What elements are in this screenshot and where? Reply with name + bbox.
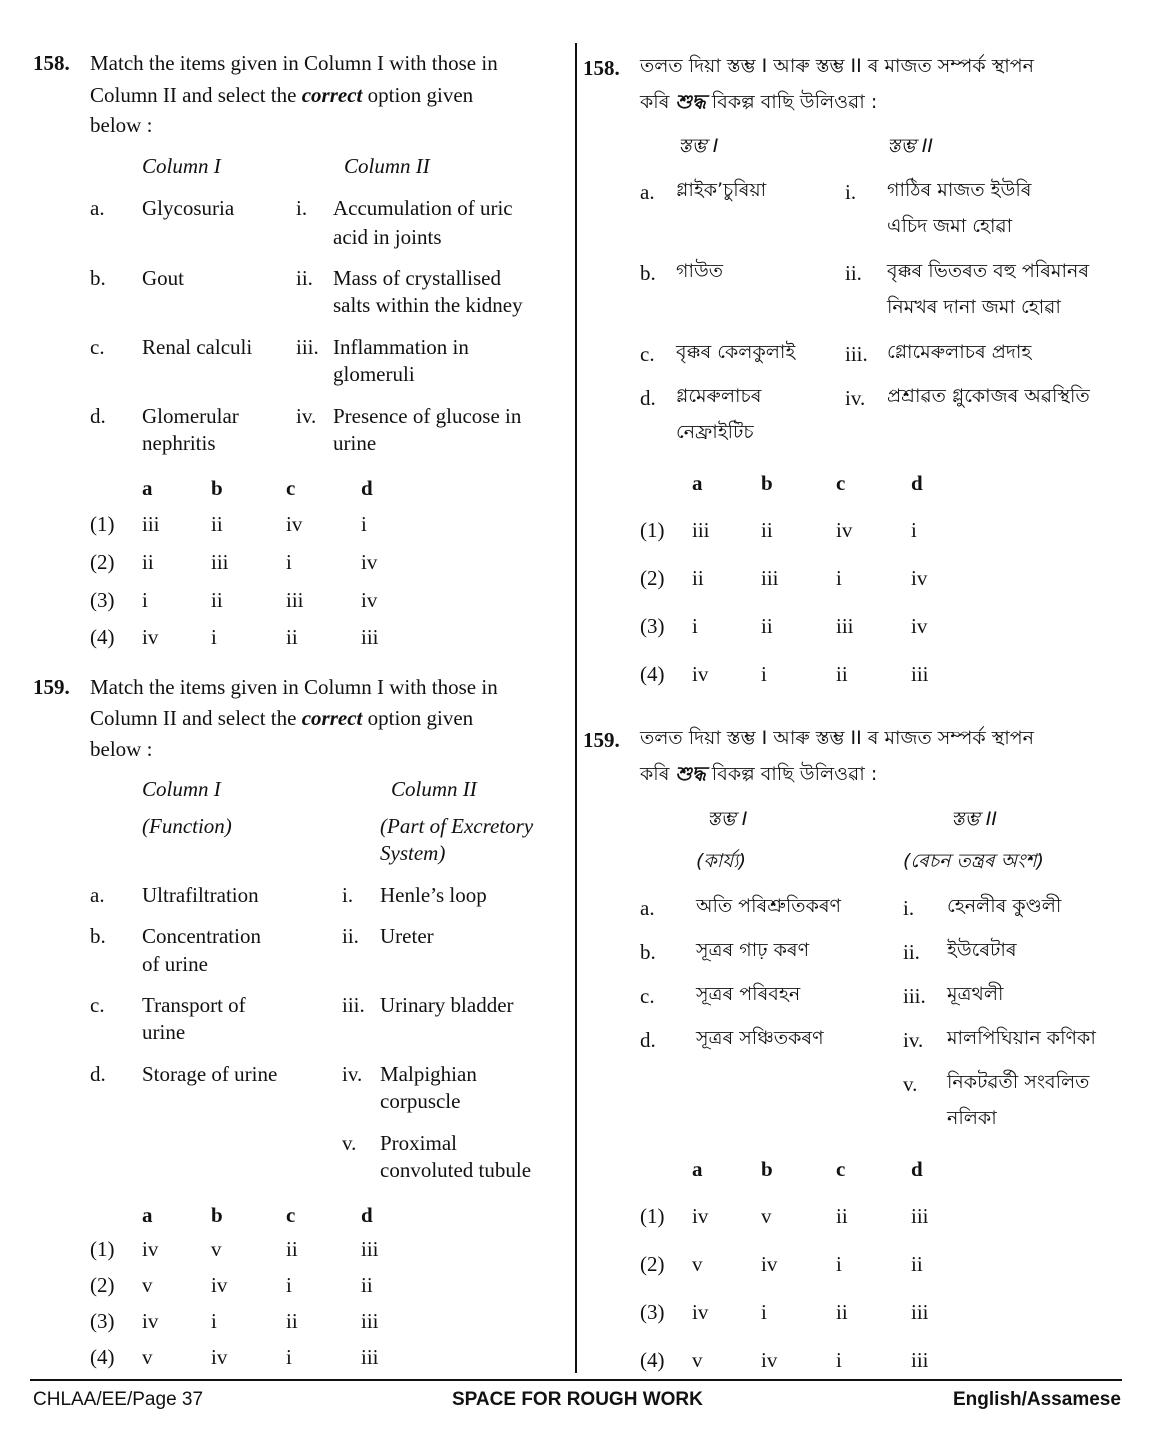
row-letter: d.: [640, 1028, 656, 1052]
column-1-item: গ্লাইক’চুৰিয়া: [676, 179, 767, 201]
option-value: ii: [836, 1204, 848, 1228]
column-2-item: নিকটৱৰ্তী সংবলিত: [947, 1071, 1090, 1093]
row-numeral: i.: [903, 896, 915, 920]
option-value: iv: [761, 1348, 778, 1372]
column-2-item: Malpighian: [380, 1062, 477, 1086]
footer-rule: [30, 1379, 1122, 1381]
option-header: d: [361, 1203, 373, 1227]
option-value: i: [286, 550, 292, 574]
row-letter: b.: [90, 266, 106, 290]
option-value: i: [361, 512, 367, 536]
question-stem-line: below :: [90, 113, 153, 137]
option-value: v: [692, 1252, 703, 1276]
option-header: c: [286, 476, 296, 500]
row-numeral: iv.: [342, 1062, 363, 1086]
option-value: iii: [361, 1237, 379, 1261]
option-value: v: [142, 1345, 153, 1369]
row-letter: b.: [640, 940, 656, 964]
column-1-item: Concentration: [142, 924, 261, 948]
option-value: iv: [911, 614, 928, 638]
column-2-item: acid in joints: [333, 225, 442, 249]
option-value: i: [761, 662, 767, 686]
column-2-item: Urinary bladder: [380, 993, 514, 1017]
column-1-item: বৃক্কৰ কেলকুলাই: [676, 341, 796, 363]
option-value: ii: [692, 566, 704, 590]
stem-text: Column II and select the: [90, 706, 302, 730]
column-2-subheader: (Part of Excretory: [380, 814, 534, 838]
column-1-header: Column I: [142, 777, 221, 801]
option-header: d: [361, 476, 373, 500]
row-numeral: iii.: [296, 335, 319, 359]
option-value: iv: [836, 518, 853, 542]
row-numeral: iii.: [903, 984, 926, 1008]
option-value: ii: [361, 1273, 373, 1297]
option-header: b: [761, 1157, 773, 1181]
option-value: iv: [761, 1252, 778, 1276]
option-header: a: [692, 1157, 703, 1181]
column-2-item: salts within the kidney: [333, 293, 523, 317]
option-value: iv: [692, 1300, 709, 1324]
column-1-item: Glycosuria: [142, 196, 235, 220]
column-1-item: নেফ্ৰাইটিচ: [676, 421, 754, 443]
option-value: ii: [286, 1237, 298, 1261]
column-1-item: সূত্ৰৰ সঞ্চিতকৰণ: [696, 1027, 824, 1049]
column-2-item: Proximal: [380, 1131, 457, 1155]
stem-text: বিকল্প বাছি উলিওৱা :: [705, 763, 878, 785]
row-numeral: v.: [903, 1072, 918, 1096]
question-stem-line: [90, 82, 473, 109]
column-2-item: glomeruli: [333, 362, 415, 386]
option-value: v: [142, 1273, 153, 1297]
option-value: iii: [761, 566, 779, 590]
column-1-item: গাউত: [676, 260, 724, 282]
column-divider: [575, 43, 577, 1373]
option-value: iii: [211, 550, 229, 574]
column-2-item: প্ৰশ্ৰাৱত গ্লুকোজৰ অৱস্থিতি: [887, 385, 1090, 407]
option-value: ii: [836, 1300, 848, 1324]
row-numeral: iii.: [342, 993, 365, 1017]
row-numeral: i.: [342, 883, 354, 907]
column-1-item: Transport of: [142, 993, 246, 1017]
option-value: iii: [361, 625, 379, 649]
option-value: v: [211, 1237, 222, 1261]
question-stem-line: below :: [90, 737, 153, 761]
row-letter: d.: [90, 1062, 106, 1086]
option-value: iv: [142, 1309, 159, 1333]
row-numeral: iii.: [845, 342, 868, 366]
option-value: i: [211, 625, 217, 649]
option-value: ii: [836, 662, 848, 686]
column-2-item: এচিদ জমা হোৱা: [887, 215, 1013, 237]
column-1-header: স্তম্ভ I: [678, 135, 719, 157]
option-value: iv: [911, 566, 928, 590]
row-numeral: ii.: [342, 924, 359, 948]
option-value: iv: [361, 588, 378, 612]
column-2-header: Column II: [344, 154, 430, 178]
option-value: iii: [911, 1348, 929, 1372]
question-stem-line: [90, 705, 473, 732]
question-number: 158.: [33, 51, 70, 75]
option-value: i: [286, 1345, 292, 1369]
stem-text: Column II and select the: [90, 83, 302, 107]
question-stem-line: তলত দিয়া স্তম্ভ I আৰু স্তম্ভ II ৰ মাজত সম্পৰ্ক স্থাপন: [640, 727, 1035, 749]
option-value: ii: [211, 512, 223, 536]
column-1-item: Glomerular: [142, 404, 239, 428]
option-value: ii: [286, 625, 298, 649]
option-label[interactable]: (2): [640, 566, 665, 590]
row-letter: d.: [640, 386, 656, 410]
option-value: i: [761, 1300, 767, 1324]
column-1-header: স্তম্ভ I: [707, 808, 748, 830]
column-2-item: মূত্ৰথলী: [947, 983, 1004, 1005]
option-header: c: [836, 471, 846, 495]
option-header: c: [286, 1203, 296, 1227]
option-label[interactable]: (2): [90, 1273, 115, 1297]
question-stem-line: [640, 756, 877, 793]
column-2-header: স্তম্ভ II: [951, 808, 997, 830]
row-numeral: ii.: [296, 266, 313, 290]
row-numeral: iv.: [845, 386, 866, 410]
option-value: iii: [836, 614, 854, 638]
row-letter: a.: [640, 180, 655, 204]
column-2-subheader: System): [380, 841, 446, 865]
stem-text: বিকল্প বাছি উলিওৱা :: [705, 91, 878, 113]
question-number: 158.: [583, 56, 620, 80]
footer-language-label: English/Assamese: [953, 1389, 1121, 1410]
option-header: a: [142, 1203, 153, 1227]
question-stem-line: [640, 84, 877, 121]
column-1-item: Storage of urine: [142, 1062, 278, 1086]
option-header: d: [911, 1157, 923, 1181]
row-letter: b.: [90, 924, 106, 948]
column-2-item: Henle’s loop: [380, 883, 487, 907]
row-numeral: v.: [342, 1131, 357, 1155]
question-stem-line: তলত দিয়া স্তম্ভ I আৰু স্তম্ভ II ৰ মাজত সম্পৰ্ক স্থাপন: [640, 55, 1035, 77]
option-value: v: [692, 1348, 703, 1372]
stem-emphasis: correct: [301, 83, 363, 107]
column-1-item: সূত্ৰৰ পৰিবহন: [696, 983, 801, 1005]
option-label[interactable]: (4): [90, 625, 115, 649]
option-label[interactable]: (2): [640, 1252, 665, 1276]
option-label[interactable]: (4): [90, 1345, 115, 1369]
question-number: 159.: [583, 728, 620, 752]
option-label[interactable]: (3): [640, 614, 665, 638]
column-2-item: নলিকা: [947, 1107, 997, 1129]
option-value: iv: [211, 1273, 228, 1297]
question-stem-line: Match the items given in Column I with those in: [90, 51, 498, 75]
question-number: 159.: [33, 675, 70, 699]
option-value: iv: [142, 1237, 159, 1261]
option-value: i: [836, 1348, 842, 1372]
option-value: i: [211, 1309, 217, 1333]
option-value: iii: [286, 588, 304, 612]
row-letter: c.: [90, 335, 105, 359]
option-label[interactable]: (1): [90, 1237, 115, 1261]
option-value: iv: [286, 512, 303, 536]
column-2-item: Inflammation in: [333, 335, 469, 359]
option-value: ii: [911, 1252, 923, 1276]
row-letter: c.: [640, 984, 655, 1008]
option-value: iii: [142, 512, 160, 536]
column-2-item: গাঠিৰ মাজত ইউৰি: [887, 179, 1032, 201]
row-numeral: ii.: [845, 261, 862, 285]
column-2-item: Presence of glucose in: [333, 404, 522, 428]
option-value: iii: [361, 1345, 379, 1369]
option-value: ii: [761, 614, 773, 638]
option-value: ii: [211, 588, 223, 612]
column-2-header: Column II: [391, 777, 477, 801]
option-value: v: [761, 1204, 772, 1228]
option-header: d: [911, 471, 923, 495]
stem-text: কৰি: [640, 763, 676, 785]
column-2-item: নিমখৰ দানা জমা হোৱা: [887, 296, 1061, 318]
column-2-header: স্তম্ভ II: [887, 135, 933, 157]
option-value: i: [692, 614, 698, 638]
row-numeral: i.: [296, 196, 308, 220]
row-letter: a.: [90, 196, 105, 220]
option-label[interactable]: (1): [640, 1204, 665, 1228]
stem-emphasis: correct: [301, 706, 363, 730]
option-label[interactable]: (3): [90, 588, 115, 612]
footer-rough-work-label: SPACE FOR ROUGH WORK: [452, 1389, 703, 1410]
column-2-item: Ureter: [380, 924, 434, 948]
option-header: a: [692, 471, 703, 495]
option-value: iii: [361, 1309, 379, 1333]
column-2-item: Accumulation of uric: [333, 196, 513, 220]
column-2-item: urine: [333, 431, 377, 455]
option-header: c: [836, 1157, 846, 1181]
row-letter: c.: [90, 993, 105, 1017]
column-1-subheader: (কাৰ্য্য): [696, 850, 747, 872]
option-label[interactable]: (4): [640, 662, 665, 686]
row-letter: a.: [640, 896, 655, 920]
column-1-item: nephritis: [142, 431, 216, 455]
column-2-subheader: (ৰেচন তন্ত্ৰৰ অংশ): [903, 850, 1044, 872]
row-letter: d.: [90, 404, 106, 428]
column-1-header: Column I: [142, 154, 221, 178]
column-1-subheader: (Function): [142, 814, 232, 838]
option-value: iii: [911, 662, 929, 686]
option-value: iv: [692, 662, 709, 686]
column-2-item: বৃক্কৰ ভিতৰত বহু পৰিমানৰ: [887, 260, 1090, 282]
row-numeral: ii.: [903, 940, 920, 964]
column-1-item: সূত্ৰৰ গাঢ় কৰণ: [696, 939, 810, 961]
option-value: iv: [361, 550, 378, 574]
column-1-item: Ultrafiltration: [142, 883, 259, 907]
stem-text: কৰি: [640, 91, 676, 113]
row-letter: b.: [640, 261, 656, 285]
option-value: i: [286, 1273, 292, 1297]
option-value: i: [142, 588, 148, 612]
column-2-item: convoluted tubule: [380, 1158, 532, 1182]
footer-page-code: CHLAA/EE/Page 37: [33, 1389, 204, 1410]
row-letter: c.: [640, 342, 655, 366]
column-1-item: গ্লমেৰুলাচৰ: [676, 385, 762, 407]
option-value: ii: [761, 518, 773, 542]
option-label[interactable]: (4): [640, 1348, 665, 1372]
question-stem-line: Match the items given in Column I with those in: [90, 675, 498, 699]
stem-text: option given: [362, 83, 474, 107]
column-1-item: urine: [142, 1020, 186, 1044]
column-2-item: হেনলীৰ কুণ্ডলী: [947, 895, 1062, 917]
row-letter: a.: [90, 883, 105, 907]
option-value: i: [911, 518, 917, 542]
option-header: b: [761, 471, 773, 495]
column-2-item: গ্লোমেৰুলাচৰ প্ৰদাহ: [887, 341, 1032, 363]
column-1-item: অতি পৰিশ্ৰুতিকৰণ: [696, 895, 842, 917]
option-value: iv: [142, 625, 159, 649]
option-label[interactable]: (1): [640, 518, 665, 542]
row-numeral: iv.: [903, 1028, 924, 1052]
option-label[interactable]: (3): [640, 1300, 665, 1324]
option-value: iii: [911, 1300, 929, 1324]
column-1-item: Renal calculi: [142, 335, 253, 359]
option-value: iv: [211, 1345, 228, 1369]
column-2-item: corpuscle: [380, 1089, 461, 1113]
option-value: i: [836, 566, 842, 590]
column-2-item: ইউৰেটাৰ: [947, 939, 1017, 961]
option-value: iv: [692, 1204, 709, 1228]
stem-emphasis: শুদ্ধ: [675, 763, 706, 785]
option-value: ii: [286, 1309, 298, 1333]
option-header: b: [211, 1203, 223, 1227]
option-value: iii: [911, 1204, 929, 1228]
option-header: a: [142, 476, 153, 500]
column-2-item: Mass of crystallised: [333, 266, 501, 290]
column-1-item: of urine: [142, 952, 208, 976]
column-2-item: মালপিঘিয়ান কণিকা: [947, 1027, 1096, 1049]
stem-emphasis: শুদ্ধ: [675, 91, 706, 113]
option-value: iii: [692, 518, 710, 542]
stem-text: option given: [362, 706, 474, 730]
option-value: i: [836, 1252, 842, 1276]
column-1-item: Gout: [142, 266, 184, 290]
option-label[interactable]: (3): [90, 1309, 115, 1333]
option-header: b: [211, 476, 223, 500]
option-label[interactable]: (2): [90, 550, 115, 574]
row-numeral: iv.: [296, 404, 317, 428]
option-label[interactable]: (1): [90, 512, 115, 536]
option-value: ii: [142, 550, 154, 574]
row-numeral: i.: [845, 180, 857, 204]
